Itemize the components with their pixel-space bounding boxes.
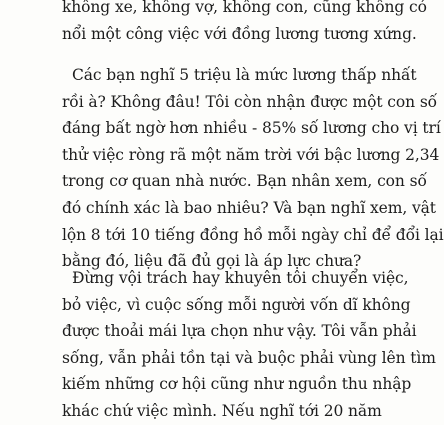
text-line: trong cơ quan nhà nước. Bạn nhân xem, con số [62,172,427,191]
text-line: bằng đó, liệu đã đủ gọi là áp lực chưa? [62,252,362,271]
text-line: kiếm những cơ hội cũng như nguồn thu nhập [62,375,412,394]
paragraph-1 [62,0,427,47]
paragraph-2 [62,62,444,275]
text-line: rồi à? Không đâu! Tôi còn nhận được một con số [62,92,438,111]
text-line: thử việc ròng rã một năm trời với bậc lương 2,34 [62,145,440,164]
text-line: sống, vẫn phải tồn tại và buộc phải vùng lên tìm [62,348,436,367]
text-line: được thoải mái lựa chọn như vậy. Tôi vẫn phải [62,322,417,341]
paragraph-3 [62,265,436,425]
text-line: lộn 8 tới 10 tiếng đồng hồ mỗi ngày chỉ để đổi lại [62,225,444,244]
text-line: Các bạn nghĩ 5 triệu là mức lương thấp nhất [72,66,417,84]
text-line: khác chứ việc mình. Nếu nghĩ tới 20 năm [62,401,382,420]
text-line: không xe, không vợ, không con, cũng không có [62,0,427,16]
text-line: nổi một công việc với đồng lương tương xứng. [62,24,417,43]
text-line: đáng bất ngờ hơn nhiều - 85% số lương cho vị trí [62,119,441,138]
text-line: bỏ việc, vì cuộc sống mỗi người vốn dĩ không [62,295,411,314]
text-line: đó chính xác là bao nhiêu? Và bạn nghĩ xem, vật [62,198,436,217]
text-line: Đừng vội trách hay khuyên tôi chuyển việc, [72,269,409,287]
